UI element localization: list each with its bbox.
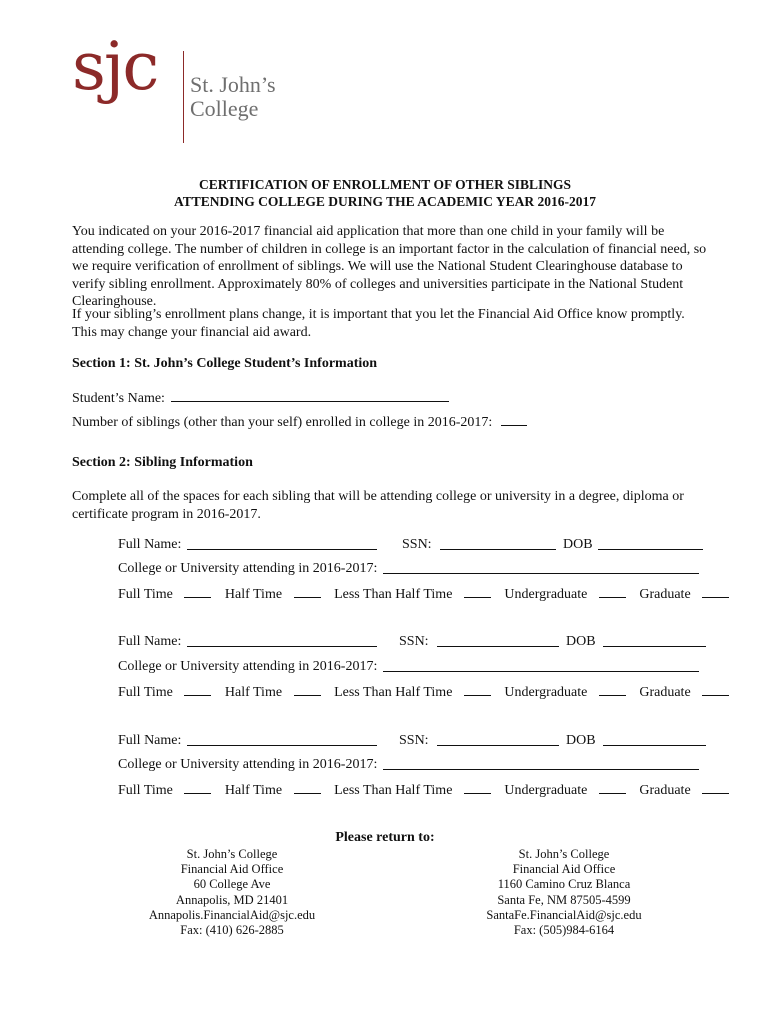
full-time-label: Full Time (118, 783, 173, 798)
siblings-count-field[interactable] (501, 413, 527, 426)
students-name-field[interactable] (171, 389, 449, 402)
college-logo-name (190, 73, 276, 121)
undergraduate-label: Undergraduate (504, 587, 588, 602)
santafe-fax: Fax: (505)984-6164 (513, 923, 615, 938)
annapolis-line4: Annapolis, MD 21401 (175, 892, 289, 907)
annapolis-line2: Financial Aid Office (180, 862, 284, 877)
annapolis-line3: 60 College Ave (193, 877, 271, 892)
full-time-field[interactable] (184, 585, 211, 598)
less-than-half-label: Less Than Half Time (334, 685, 453, 700)
full-time-label: Full Time (118, 587, 173, 602)
less-than-half-field[interactable] (464, 683, 491, 696)
annapolis-line1: St. John’s College (186, 847, 278, 861)
enrollment-status-row (118, 683, 729, 701)
ssn-field[interactable] (437, 733, 559, 746)
half-time-field[interactable] (294, 781, 321, 794)
enrollment-status-row (118, 585, 729, 603)
less-than-half-field[interactable] (464, 781, 491, 794)
undergraduate-field[interactable] (599, 683, 626, 696)
logo-name-line1: St. John’s (190, 72, 276, 97)
graduate-label: Graduate (639, 685, 691, 700)
annapolis-fax: Fax: (410) 626-2885 (180, 923, 284, 938)
annapolis-email[interactable]: Annapolis.FinancialAid@sjc.edu (148, 907, 316, 922)
change-paragraph: If your sibling’s enrollment plans change, it is important that you let the Financial Aid Office know promptly. This may change your financial aid award. (72, 307, 685, 340)
undergraduate-field[interactable] (599, 585, 626, 598)
students-name-label: Student’s Name: (72, 391, 165, 406)
enrollment-status-row (118, 781, 729, 799)
return-heading: Please return to: (335, 830, 435, 845)
college-field[interactable] (383, 659, 699, 672)
less-than-half-field[interactable] (464, 585, 491, 598)
college-label: College or University attending in 2016-2017: (118, 561, 378, 576)
ssn-field[interactable] (437, 634, 559, 647)
dob-label: DOB (566, 733, 596, 748)
dob-field[interactable] (603, 634, 706, 647)
half-time-label: Half Time (224, 783, 283, 798)
full-name-label: Full Name: (118, 733, 182, 748)
half-time-field[interactable] (294, 585, 321, 598)
full-name-field[interactable] (187, 733, 377, 746)
full-name-field[interactable] (187, 634, 377, 647)
undergraduate-label: Undergraduate (504, 685, 588, 700)
form-title-line1: CERTIFICATION OF ENROLLMENT OF OTHER SIBLINGS (199, 177, 571, 192)
dob-label: DOB (563, 537, 593, 552)
santafe-line4: Santa Fe, NM 87505-4599 (497, 892, 631, 907)
ssn-label: SSN: (402, 537, 432, 552)
siblings-count-row (72, 413, 527, 431)
college-field[interactable] (383, 561, 699, 574)
students-name-row (72, 389, 449, 407)
graduate-field[interactable] (702, 585, 729, 598)
full-name-field[interactable] (187, 537, 377, 550)
section2-heading: Section 2: Sibling Information (72, 455, 253, 470)
less-than-half-label: Less Than Half Time (334, 783, 453, 798)
ssn-label: SSN: (399, 634, 429, 649)
half-time-label: Half Time (224, 587, 283, 602)
santafe-address (464, 847, 664, 938)
santafe-line2: Financial Aid Office (512, 862, 616, 877)
annapolis-address (132, 847, 332, 938)
intro-paragraph: You indicated on your 2016-2017 financial aid application that more than one child in your family will be attending college. The number of children in college is an important factor in the calculation of financial need, so we require verification of enrollment of siblings. We will use the National Student Clearinghouse database to verify sibling enrollment. Approximately 80% of colleges and universities participate in the National Student Clearinghouse. (72, 224, 707, 309)
dob-label: DOB (566, 634, 596, 649)
form-title-line2: ATTENDING COLLEGE DURING THE ACADEMIC YEAR 2016-2017 (173, 194, 597, 209)
college-field[interactable] (383, 757, 699, 770)
graduate-label: Graduate (639, 783, 691, 798)
less-than-half-label: Less Than Half Time (334, 587, 453, 602)
ssn-field[interactable] (440, 537, 556, 550)
full-time-field[interactable] (184, 683, 211, 696)
full-time-label: Full Time (118, 685, 173, 700)
college-logo-mark: sjc (72, 28, 158, 105)
full-name-label: Full Name: (118, 537, 182, 552)
half-time-label: Half Time (224, 685, 283, 700)
santafe-line3: 1160 Camino Cruz Blanca (497, 877, 631, 892)
santafe-line1: St. John’s College (518, 847, 610, 861)
graduate-label: Graduate (639, 587, 691, 602)
siblings-count-label: Number of siblings (other than your self) enrolled in college in 2016-2017: (72, 415, 493, 430)
graduate-field[interactable] (702, 683, 729, 696)
santafe-email[interactable]: SantaFe.FinancialAid@sjc.edu (486, 907, 642, 922)
ssn-label: SSN: (399, 733, 429, 748)
graduate-field[interactable] (702, 781, 729, 794)
college-label: College or University attending in 2016-2017: (118, 659, 378, 674)
full-name-label: Full Name: (118, 634, 182, 649)
dob-field[interactable] (598, 537, 703, 550)
section2-instructions: Complete all of the spaces for each sibling that will be attending college or university in a degree, diploma or certificate program in 2016-2017. (72, 489, 684, 522)
undergraduate-field[interactable] (599, 781, 626, 794)
logo-divider (183, 51, 184, 143)
undergraduate-label: Undergraduate (504, 783, 588, 798)
logo-name-line2: College (190, 96, 259, 121)
section1-heading: Section 1: St. John’s College Student’s Information (72, 356, 378, 371)
dob-field[interactable] (603, 733, 706, 746)
half-time-field[interactable] (294, 683, 321, 696)
college-label: College or University attending in 2016-2017: (118, 757, 378, 772)
full-time-field[interactable] (184, 781, 211, 794)
